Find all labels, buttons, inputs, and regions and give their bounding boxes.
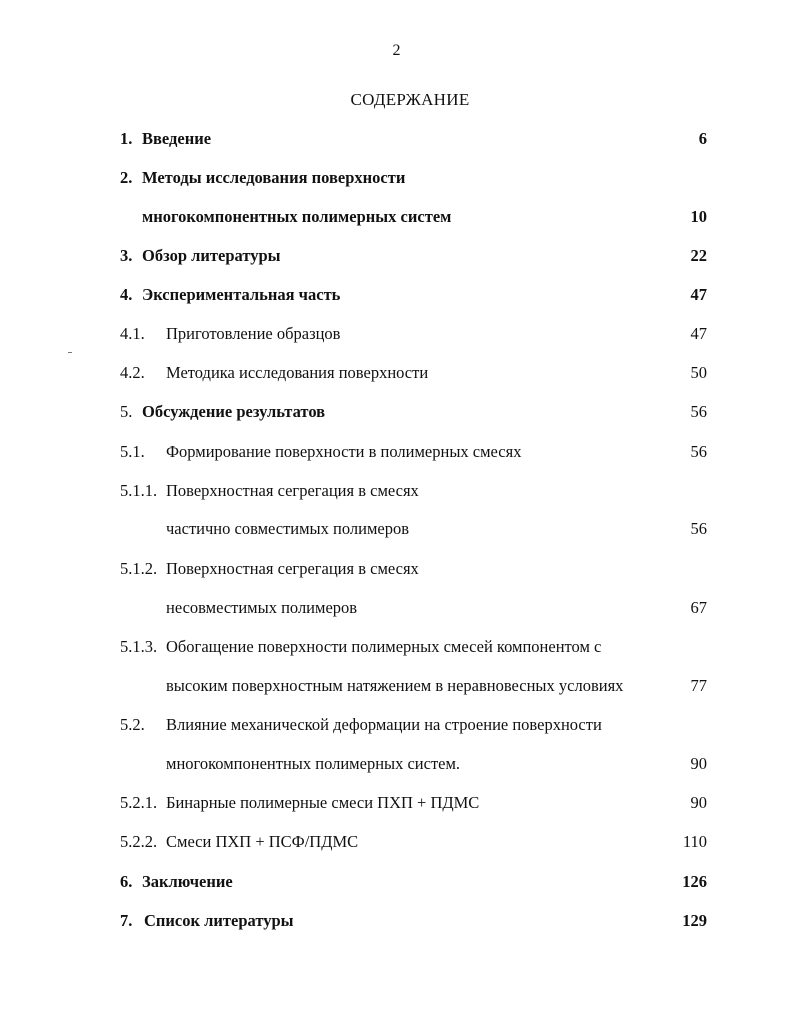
toc-entry-page: 50 — [690, 363, 707, 382]
toc-entry-page: 6 — [698, 129, 707, 148]
toc-entry — [0, 791, 793, 815]
toc-entry-number: 5.1. — [120, 442, 145, 461]
toc-entry — [0, 361, 793, 385]
toc-entry-page: 56 — [690, 442, 707, 461]
toc-entry — [0, 440, 793, 464]
toc-entry-number: 5.1.1. — [120, 481, 158, 500]
toc-entry — [0, 127, 793, 151]
toc-entry-title: Введение — [142, 129, 212, 148]
toc-entry-page: 77 — [690, 676, 707, 695]
page-number: 2 — [392, 42, 401, 59]
stray-mark — [68, 352, 72, 353]
toc-entry-page: 22 — [690, 246, 707, 265]
toc-entry-title: Список литературы — [144, 911, 294, 930]
toc-entry — [0, 596, 793, 620]
toc-entry-page: 90 — [690, 793, 707, 812]
toc-entry-number: 5.1.3. — [120, 637, 158, 656]
toc-entry — [0, 674, 793, 698]
toc-entry-number: 1. — [120, 129, 133, 148]
toc-entry-title: многокомпонентных полимерных систем. — [166, 754, 461, 773]
toc-entry-title: Поверхностная сегрегация в смесях — [166, 559, 419, 578]
toc-entry-title: Формирование поверхности в полимерных смесях — [166, 442, 522, 461]
toc-entry-number: 5.2. — [120, 715, 145, 734]
toc-entry-number: 5. — [120, 402, 133, 421]
toc-entry-title: Методика исследования поверхности — [166, 363, 429, 382]
toc-entry-page: 47 — [690, 324, 707, 343]
toc-entry-page: 110 — [682, 832, 707, 851]
toc-entry-title: Поверхностная сегрегация в смесях — [166, 481, 419, 500]
toc-entry-title: частично совместимых полимеров — [166, 519, 409, 538]
toc-entry — [0, 713, 793, 737]
toc-entry-title: Заключение — [142, 872, 233, 891]
toc-entry — [0, 517, 793, 541]
toc-entry-title: Экспериментальная часть — [142, 285, 341, 304]
toc-entry — [0, 322, 793, 346]
toc-entry-number: 5.1.2. — [120, 559, 158, 578]
toc-entry-number: 5.2.1. — [120, 793, 158, 812]
toc-entry — [0, 166, 793, 190]
toc-entry-title: Методы исследования поверхности — [142, 168, 406, 187]
toc-entry — [0, 244, 793, 268]
toc-entry — [0, 909, 793, 933]
toc-entry-page: 67 — [690, 598, 707, 617]
toc-entry-title: Приготовление образцов — [166, 324, 341, 343]
toc-entry — [0, 283, 793, 307]
toc-entry-page: 56 — [690, 519, 707, 538]
toc-entry-number: 4.1. — [120, 324, 145, 343]
toc-entry-number: 3. — [120, 246, 133, 265]
toc-entry — [0, 870, 793, 894]
toc-entry-number: 6. — [120, 872, 133, 891]
toc-entry-title: Бинарные полимерные смеси ПХП + ПДМС — [166, 793, 480, 812]
toc-title: СОДЕРЖАНИЕ — [350, 90, 470, 109]
toc-entry — [0, 557, 793, 581]
toc-entry-number: 5.2.2. — [120, 832, 158, 851]
toc-entry-page: 10 — [690, 207, 707, 226]
toc-entry — [0, 400, 793, 424]
toc-entry-page: 56 — [690, 402, 707, 421]
toc-entry-number: 2. — [120, 168, 133, 187]
toc-entry-title: высоким поверхностным натяжением в неравновесных условиях — [166, 676, 624, 695]
toc-entry — [0, 479, 793, 503]
toc-entry-page: 129 — [682, 911, 707, 930]
toc-entry-title: несовместимых полимеров — [166, 598, 358, 617]
toc-entry-number: 4.2. — [120, 363, 145, 382]
toc-entry-title: Влияние механической деформации на строение поверхности — [166, 715, 602, 734]
toc-entry-title: Обогащение поверхности полимерных смесей компонентом с — [166, 637, 602, 656]
toc-entry-title: Смеси ПХП + ПСФ/ПДМС — [166, 832, 359, 851]
toc-entry-number: 4. — [120, 285, 133, 304]
toc-entry-page: 47 — [690, 285, 707, 304]
toc-entry-title: Обсуждение результатов — [142, 402, 326, 421]
toc-entry — [0, 205, 793, 229]
toc-entry — [0, 830, 793, 854]
toc-entry-number: 7. — [120, 911, 133, 930]
toc-entry-title: Обзор литературы — [142, 246, 281, 265]
toc-entry-title: многокомпонентных полимерных систем — [142, 207, 452, 226]
toc-entry — [0, 635, 793, 659]
toc-entry-page: 90 — [690, 754, 707, 773]
toc-entry — [0, 752, 793, 776]
toc-entry-page: 126 — [682, 872, 707, 891]
